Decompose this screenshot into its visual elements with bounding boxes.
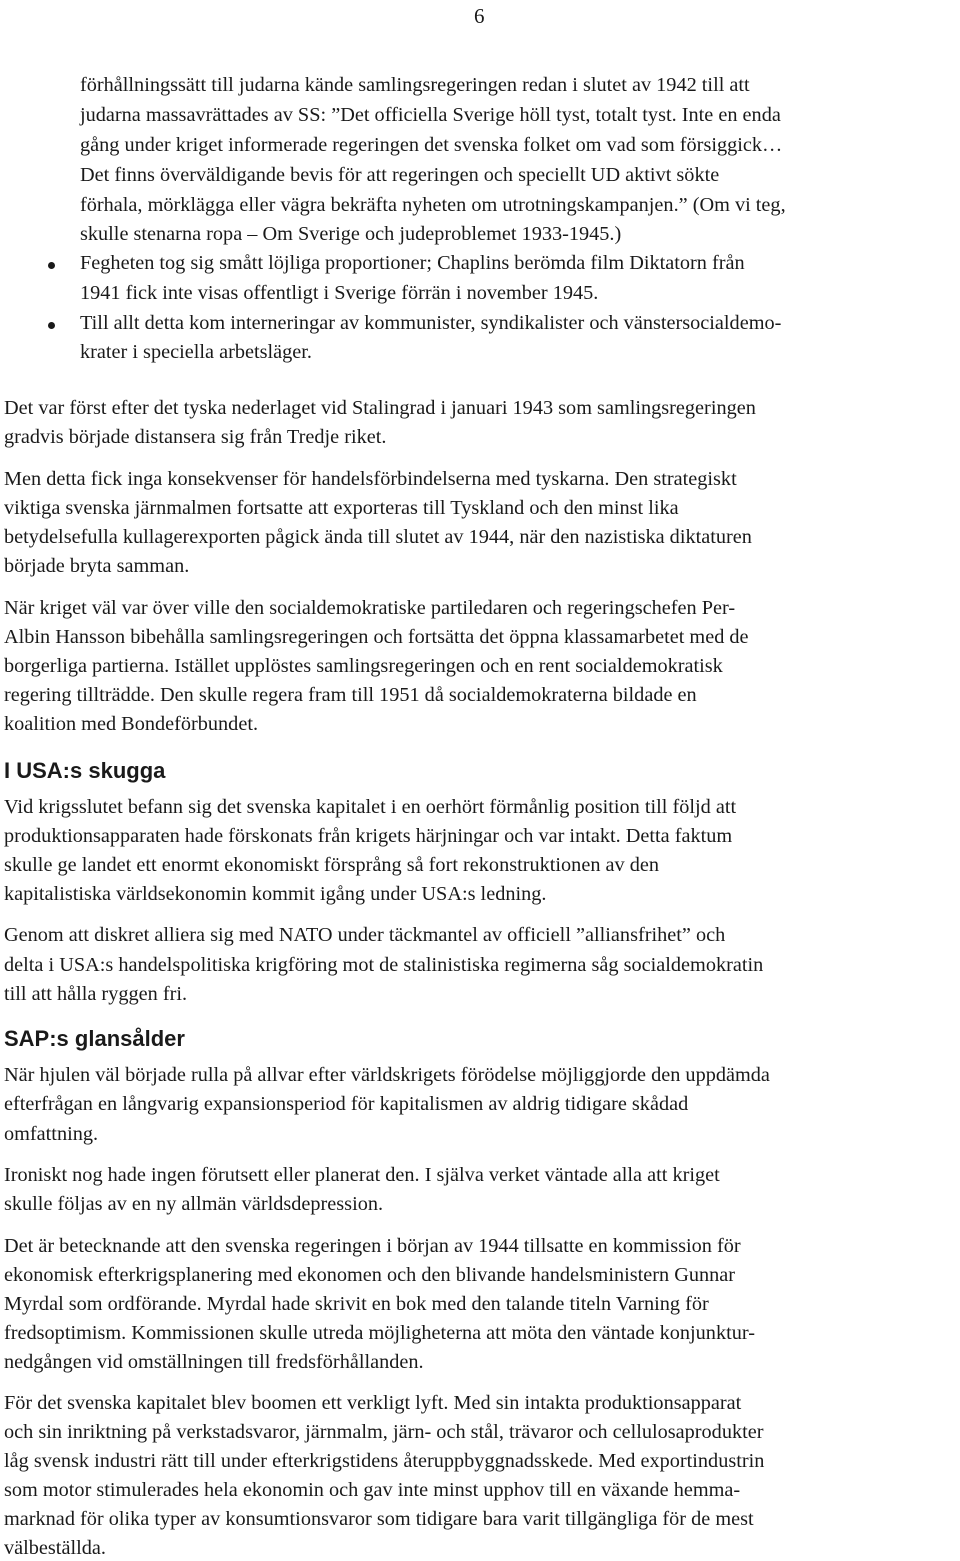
text-line: 1941 fick inte visas offentligt i Sverige förrän i november 1945. [80,282,599,304]
text-line: nedgången vid omställningen till fredsförhållanden. [4,1351,424,1373]
text-line: som motor stimulerades hela ekonomin och gav inte minst upphov till en växande hemma- [4,1479,741,1501]
text-line: skulle ge landet ett enormt ekonomiskt försprång så fort rekonstruktionen av den [4,854,660,876]
text-line: skulle följas av en ny allmän världsdepression. [4,1193,384,1215]
text-line: och sin inriktning på verkstadsvaror, järnmalm, järn- och stål, trävaror och cellulosaprodukter [4,1421,764,1443]
text-line: Fegheten tog sig smått löjliga proportioner; Chaplins berömda film Diktatorn från [80,252,745,274]
page-number: 6 [474,4,485,28]
text-line: förhala, mörklägga eller vägra bekräfta nyheten om utrotningskampanjen.” (Om vi teg, [80,194,786,216]
text-line: till att hålla ryggen fri. [4,983,188,1005]
text-line: För det svenska kapitalet blev boomen ett verkligt lyft. Med sin intakta produktionsapparat [4,1392,742,1414]
text-line: krater i speciella arbetsläger. [80,341,312,363]
text-line: borgerliga partierna. Istället upplöstes samlingsregeringen och en rent socialdemokratisk [4,655,723,677]
text-line: Myrdal som ordförande. Myrdal hade skrivit en bok med den talande titeln Varning för [4,1293,709,1315]
section-heading: SAP:s glansålder [4,1026,185,1051]
text-line: Det är betecknande att den svenska regeringen i början av 1944 tillsatte en kommission för [4,1235,741,1257]
text-line: betydelsefulla kullagerexporten pågick ända till slutet av 1944, när den nazistiska diktaturen [4,526,752,548]
text-line: låg svensk industri rätt till under efterkrigstidens återuppbyggnadsskede. Med exportindustrin [4,1450,765,1472]
bullet-marker [48,322,55,329]
text-line: När kriget väl var över ville den socialdemokratiske partiledaren och regeringschefen Per- [4,597,736,619]
text-line: kapitalistiska världsekonomin kommit igång under USA:s ledning. [4,883,547,905]
text-line: välbeställda. [4,1537,106,1559]
text-line: skulle stenarna ropa – Om Sverige och judeproblemet 1933-1945.) [80,223,622,245]
text-line: marknad för olika typer av konsumtionsvaror som tidigare bara varit tillgängliga för de mest [4,1508,754,1530]
text-line: började bryta samman. [4,555,190,577]
text-line: gång under kriget informerade regeringen det svenska folket om vad som försiggick… [80,134,783,156]
text-line: gradvis började distansera sig från Tredje riket. [4,426,387,448]
text-line: Vid krigsslutet befann sig det svenska kapitalet i en oerhört förmånlig position till följd att [4,796,737,818]
text-line: judarna massavrättades av SS: ”Det officiella Sverige höll tyst, totalt tyst. Inte en enda [80,104,781,126]
text-line: delta i USA:s handelspolitiska krigföring mot de stalinistiska regimerna såg socialdemokratin [4,954,764,976]
text-line: Men detta fick inga konsekvenser för handelsförbindelserna med tyskarna. Den strategiskt [4,468,737,490]
text-line: Ironiskt nog hade ingen förutsett eller planerat den. I själva verket väntade alla att kriget [4,1164,720,1186]
section-heading: I USA:s skugga [4,758,166,783]
text-line: Till allt detta kom interneringar av kommunister, syndikalister och vänstersocialdemo- [80,312,782,334]
text-line: viktiga svenska järnmalmen fortsatte att exporteras till Tyskland och den minst lika [4,497,679,519]
text-line: Albin Hansson bibehålla samlingsregeringen och fortsätta det öppna klassamarbetet med de [4,626,749,648]
bullet-marker [48,262,55,269]
text-line: Det finns överväldigande bevis för att regeringen och speciellt UD aktivt sökte [80,164,720,186]
text-line: efterfrågan en långvarig expansionsperiod för kapitalismen av aldrig tidigare skådad [4,1093,689,1115]
text-line: produktionsapparaten hade förskonats från krigets härjningar och var intakt. Detta faktum [4,825,733,847]
text-line: omfattning. [4,1123,99,1145]
text-line: fredsoptimism. Kommissionen skulle utreda möjligheterna att möta den väntade konjunktur- [4,1322,755,1344]
text-line: Genom att diskret alliera sig med NATO under täckmantel av officiell ”alliansfrihet” och [4,924,726,946]
text-line: Det var först efter det tyska nederlaget vid Stalingrad i januari 1943 som samlingsregeringen [4,397,756,419]
text-line: koalition med Bondeförbundet. [4,713,259,735]
text-line: förhållningssätt till judarna kände samlingsregeringen redan i slutet av 1942 till att [80,74,750,96]
text-line: regering tillträdde. Den skulle regera fram till 1951 då socialdemokraterna bildade en [4,684,697,706]
text-line: När hjulen väl började rulla på allvar efter världskrigets förödelse möjliggjorde den uppdämda [4,1064,770,1086]
text-line: ekonomisk efterkrigsplanering med ekonomen och den blivande handelsministern Gunnar [4,1264,736,1286]
